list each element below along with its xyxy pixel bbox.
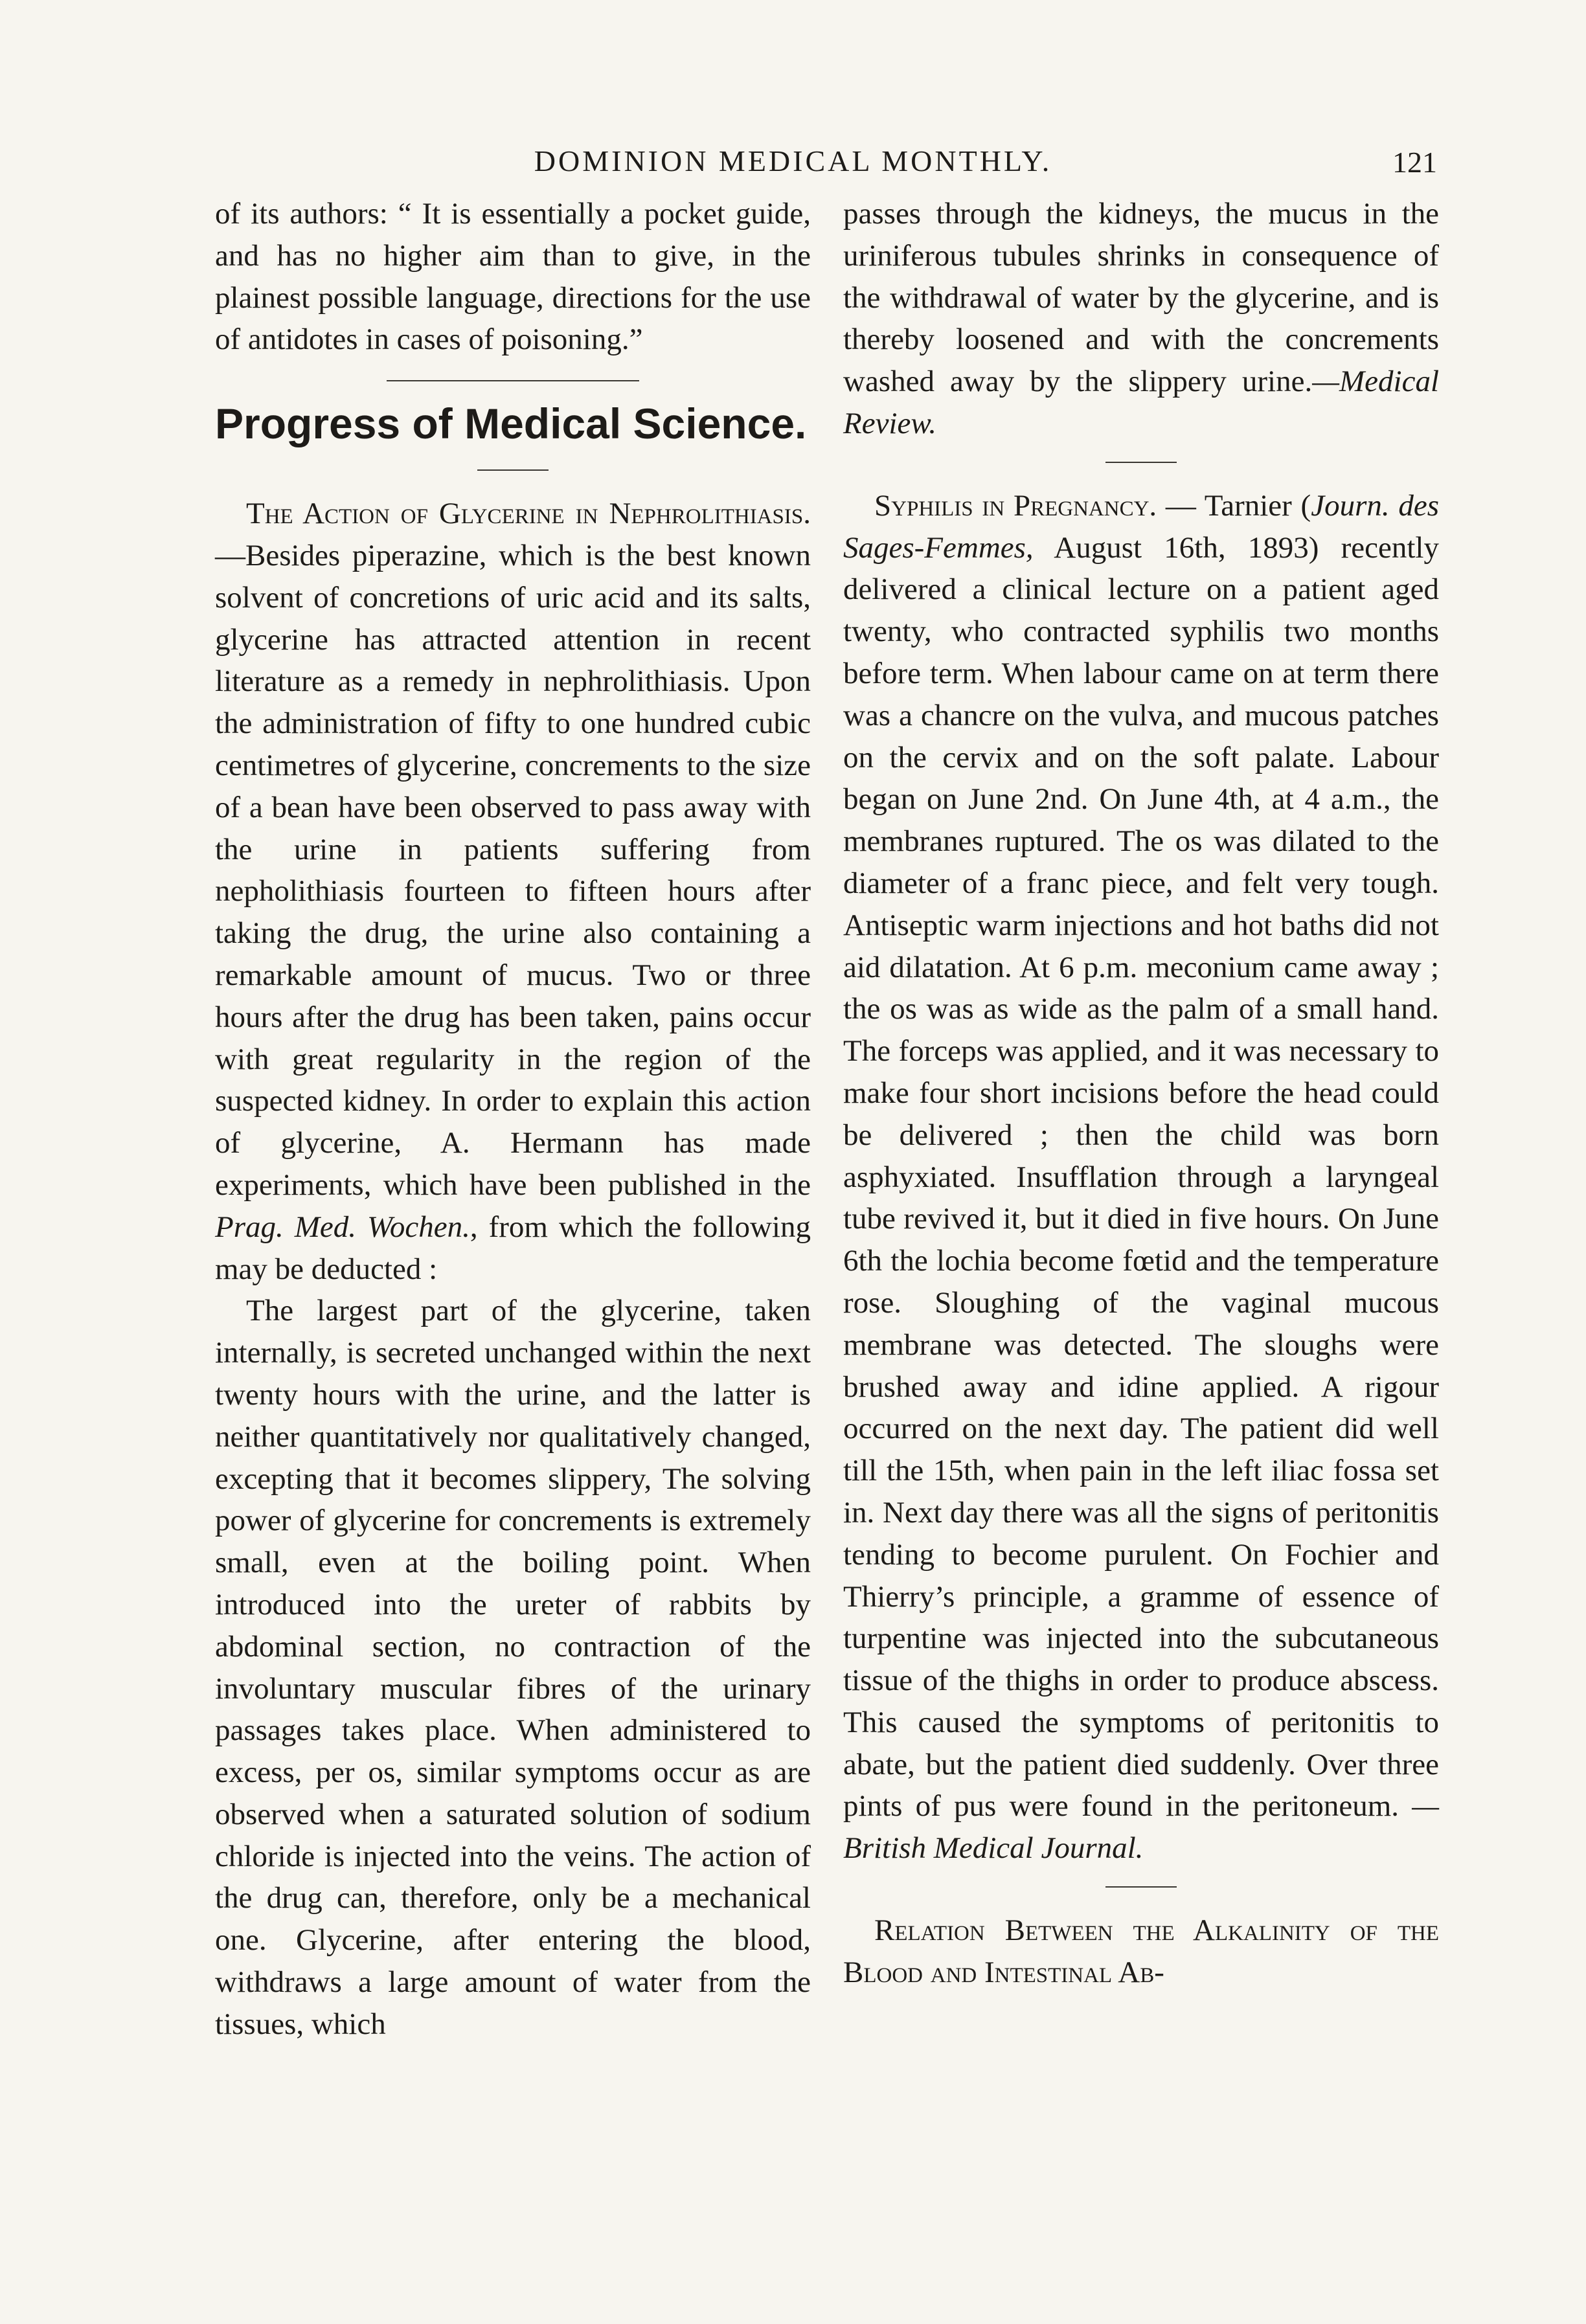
glycerine-cont-text: passes through the kidneys, the mucus in the uriniferous tubules shrinks in consequence of the withdrawal of water by the glycerine, and is thereby loosened and with the concrements washed away by the slippery urine. [843,197,1439,399]
glycerine-continuation [843,193,1439,445]
glycerine-text-1-end: , from which the following may be deducted : [215,1210,811,1286]
syphilis-heading: Syphilis in Pregnancy. [874,488,1157,523]
syphilis-source: —British Medical Journal. [843,1789,1439,1866]
article-divider-2 [1105,1886,1177,1888]
page-number: 121 [1392,146,1437,179]
glycerine-text-1: —Besides piperazine, which is the best known solvent of concretions of uric acid and its salts, glycerine has attracted attention in recent literature as a remedy in nephrolithiasis. Upon the administration of fifty to one hundred cubic centimetres of glycerine, concrements to the size of a bean have been observed to pass away with the urine in patients suffering from nepholithiasis fourteen to fifteen hours after taking the drug, the urine also containing a remarkable amount of mucus. Two or three hours after the drug has been taken, pains occur with great regularity in the region of the suspected kidney. In order to explain this action of glycerine, A. Hermann has made experiments, which have been published in the [215,538,811,1202]
syphilis-text-b: August 16th, 1893) recently delivered a clinical lecture on a patient aged twenty, who contracted syphilis two months before term. When labour came on at term there was a chancre on the vulva, and mucous patches on the cervix and on the soft palate. Labour began on June 2nd. On June 4th, at 4 a.m., the membranes ruptured. The os was dilated to the diameter of a franc piece, and felt very tough. Antiseptic warm injections and hot baths did not aid dilatation. At 6 p.m. meconium came away ; the os was as wide as the palm of a small hand. The forceps was applied, and it was necessary to make four short incisions before the head could be delivered ; then the child was born asphyxiated. Insufflation through a laryngeal tube revived it, but it died in five hours. On June 6th the lochia become fœtid and the temperature rose. Sloughing of the vaginal mucous membrane was detected. The sloughs were brushed away and idine applied. A rigour occurred on the next day. The patient did well till the 15th, when pain in the left iliac fossa set in. Next day there was all the signs of peritonitis tending to become purulent. On Fochier and Thierry’s principle, a gramme of essence of turpentine was injected into the subcutaneous tissue of the thighs in order to produce abscess. This caused the symptoms of peritonitis to abate, but the patient died suddenly. Over three pints of pus were found in the peritoneum. [843,530,1439,1823]
section-title: Progress of Medical Science. [215,400,807,448]
syphilis-journal: Journ. des Sages-Femmes, [843,488,1439,565]
glycerine-paragraph-1 [215,493,811,1290]
syphilis-paragraph [843,485,1439,1869]
glycerine-heading: The Action of Glycerine in Nephrolithiasis. [246,497,811,531]
right-column [843,193,1439,1994]
left-column [215,193,811,2046]
intro-paragraph: of its authors: “ It is essentially a pocket guide, and has no higher aim than to give, in the plainest possible language, directions for the use of antidotes in cases of poisoning.” [215,197,811,357]
alkalinity-heading: Relation Between the Alkalinity of the Blood and Intestinal Ab- [843,1913,1439,1989]
section-divider [387,380,639,381]
glycerine-journal: Prag. Med. Wochen. [215,1210,470,1244]
running-title: DOMINION MEDICAL MONTHLY. [534,144,1052,177]
glycerine-source: —Medical Review. [843,365,1439,440]
syphilis-text-a: — Tarnier ( [1157,488,1311,523]
glycerine-paragraph-2: The largest part of the glycerine, taken internally, is secreted unchanged within the next twenty hours with the urine, and the latter is neither quantitatively nor qualitatively changed, excepting that it becomes slippery, The solving power of glycerine for concrements is extremely small, even at the boiling point. When introduced into the ureter of rabbits by abdominal section, no contraction of the involuntary muscular fibres of the urinary passages takes place. When administered to excess, per os, similar symptoms occur as are observed when a saturated solution of sodium chloride is injected into the veins. The action of the drug can, therefore, only be a mechanical one. Glycerine, after entering the blood, withdraws a large amount of water from the tissues, which [215,1294,811,2041]
article-divider-1 [1105,462,1177,463]
title-divider [477,469,549,471]
page-header [0,136,1586,181]
